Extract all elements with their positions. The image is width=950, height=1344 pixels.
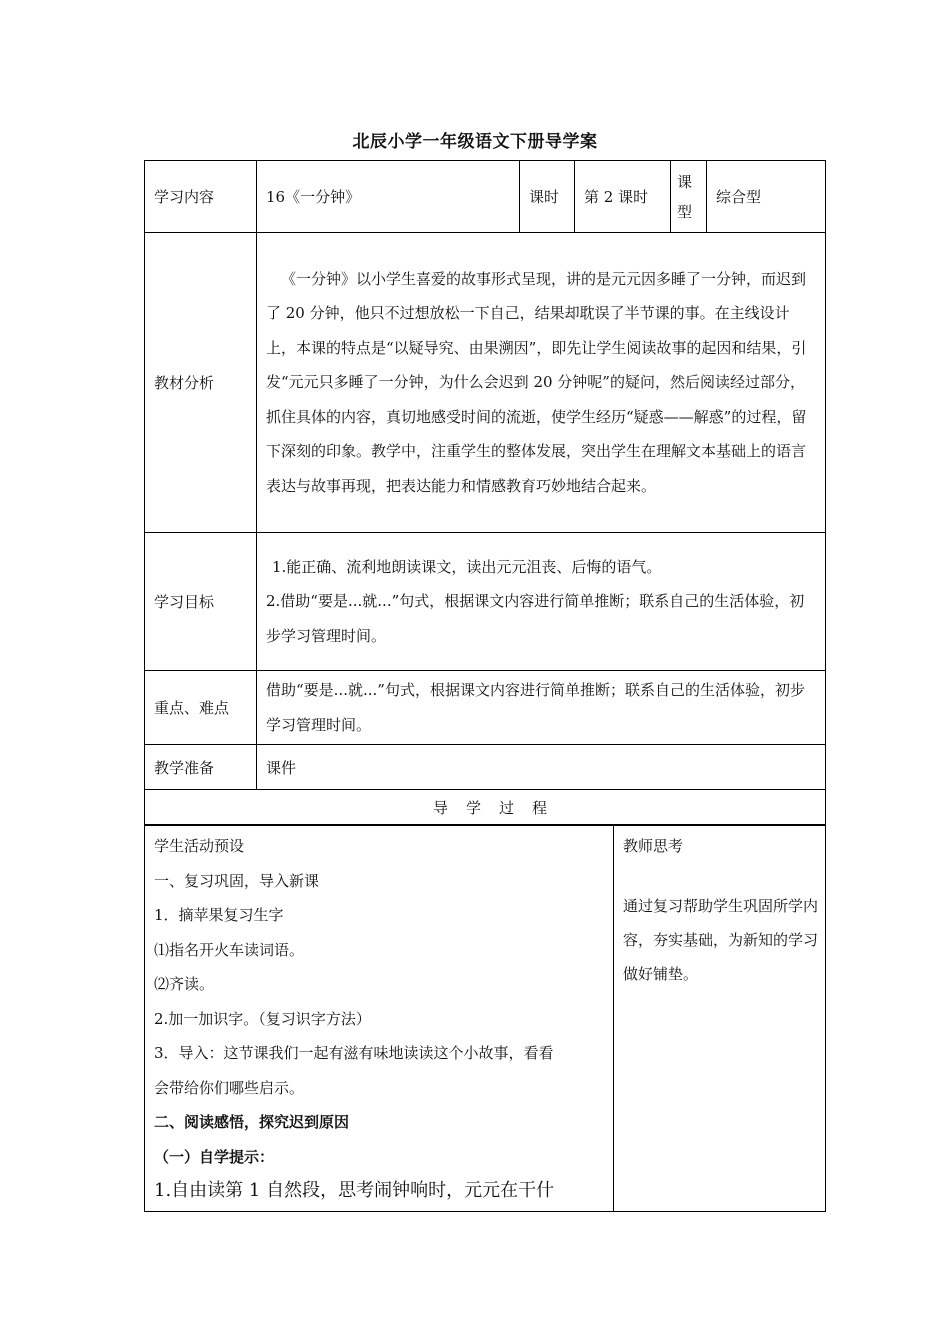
process-row bbox=[145, 825, 826, 1212]
goal-item-1: 1.能正确、流利地朗读课文，读出元元沮丧、后悔的语气。 bbox=[272, 557, 662, 576]
keypoints-row bbox=[145, 671, 826, 745]
section-heading: 二、阅读感悟，探究迟到原因 bbox=[154, 1113, 350, 1131]
keypoints-cell bbox=[257, 671, 826, 745]
period-value: 第 2 课时 bbox=[575, 161, 671, 233]
student-line: 1.自由读第 1 自然段，思考闹钟响时，元元在干什 bbox=[154, 1180, 555, 1201]
type-value: 综合型 bbox=[707, 161, 826, 233]
type-label-line2: 型 bbox=[677, 202, 693, 221]
content-value: 16《一分钟》 bbox=[257, 161, 520, 233]
page-title: 北辰小学一年级语文下册导学案 bbox=[352, 132, 598, 152]
student-line: 会带给你们哪些启示。 bbox=[154, 1078, 305, 1097]
prep-value: 课件 bbox=[257, 745, 826, 790]
goal-item-2: 2.借助“要是...就...”句式，根据课文内容进行简单推断；联系自己的生活体验，初步学习管理时间。 bbox=[266, 592, 805, 645]
prep-row bbox=[145, 745, 826, 790]
type-label-line1: 课 bbox=[677, 172, 693, 191]
process-header: 导学过程 bbox=[145, 790, 826, 826]
student-line: 1．摘苹果复习生字 bbox=[154, 906, 284, 924]
analysis-row bbox=[145, 233, 826, 533]
teacher-text: 通过复习帮助学生巩固所学内容，夯实基础，为新知的学习做好铺垫。 bbox=[623, 897, 819, 983]
student-line: 3．导入：这节课我们一起有滋有味地读读这个小故事，看看 bbox=[154, 1044, 554, 1062]
lesson-info-table bbox=[144, 160, 826, 826]
student-line: 一、复习巩固，导入新课 bbox=[154, 871, 320, 890]
student-line: ⑵齐读。 bbox=[154, 975, 215, 993]
student-line: 2.加一加识字。（复习识字方法） bbox=[154, 1009, 371, 1028]
self-study-heading: （一）自学提示： bbox=[154, 1147, 275, 1166]
analysis-text: 《一分钟》以小学生喜爱的故事形式呈现，讲的是元元因多睡了一分钟，而迟到了 20 分钟，他只不过想放松一下自己，结果却耽误了半节课的事。在主线设计上，本课的特点是“以疑导究、由果溯因”，即先让学生阅读故事的起因和结果，引发“元元只多睡了一分钟，为什么会迟到 20 分钟呢”的疑问，然后阅读经过部分，抓住具体的内容，真切地感受时间的流逝，使学生经历“疑惑——解惑”的过程，留下深刻的印象。教学中，注重学生的整体发展，突出学生在理解文本基础上的语言表达与故事再现，把表达能力和情感教育巧妙地结合起来。 bbox=[266, 269, 807, 495]
header-row bbox=[145, 161, 826, 233]
teacher-heading: 教师思考 bbox=[623, 837, 684, 855]
type-label bbox=[671, 161, 707, 233]
student-heading: 学生活动预设 bbox=[154, 837, 245, 855]
prep-label: 教学准备 bbox=[145, 745, 257, 790]
analysis-cell bbox=[257, 233, 826, 533]
keypoints-label: 重点、难点 bbox=[145, 671, 257, 745]
process-table bbox=[144, 824, 826, 1212]
teacher-thoughts-cell bbox=[614, 825, 826, 1212]
goals-row bbox=[145, 533, 826, 671]
goals-label: 学习目标 bbox=[145, 533, 257, 671]
period-label: 课时 bbox=[520, 161, 575, 233]
content-label: 学习内容 bbox=[145, 161, 257, 233]
analysis-label: 教材分析 bbox=[145, 233, 257, 533]
student-line: ⑴指名开火车读词语。 bbox=[154, 940, 305, 959]
process-header-row bbox=[145, 790, 826, 826]
keypoints-text: 借助“要是...就...”句式，根据课文内容进行简单推断；联系自己的生活体验，初步学习管理时间。 bbox=[266, 681, 805, 734]
goals-cell bbox=[257, 533, 826, 671]
student-activity-cell bbox=[145, 825, 614, 1212]
